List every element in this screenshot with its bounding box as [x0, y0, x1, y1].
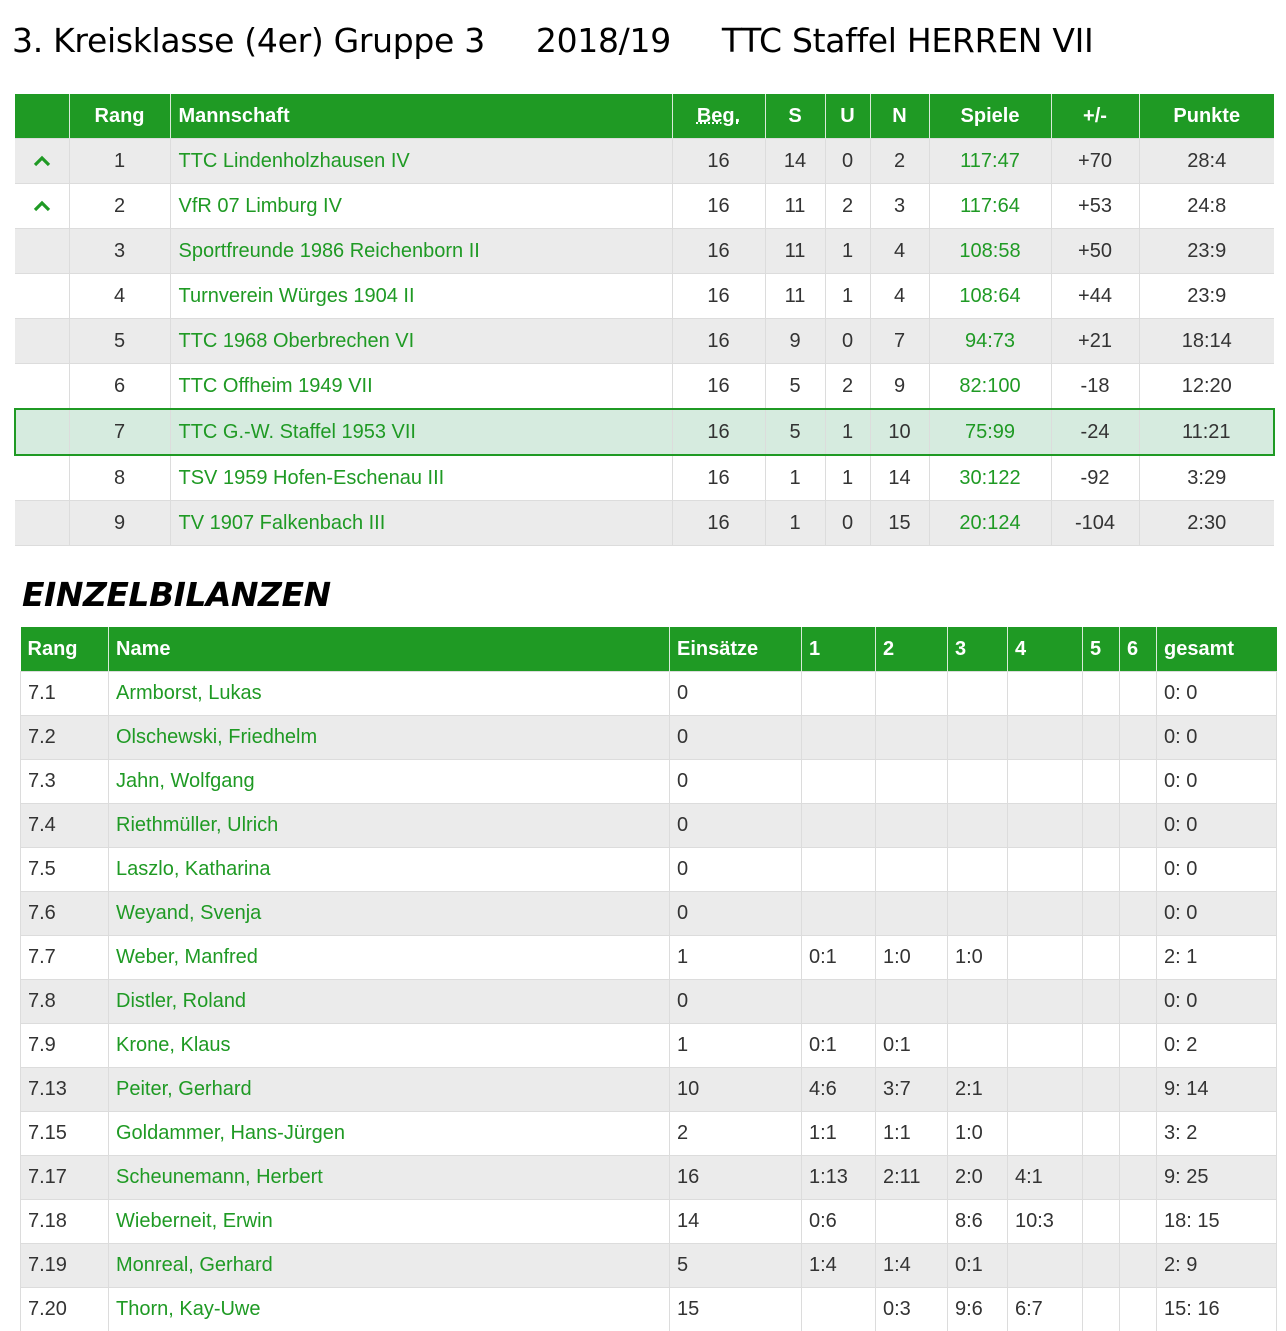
team-link[interactable]: VfR 07 Limburg IV: [170, 184, 672, 229]
col-einsaetze[interactable]: Einsätze: [670, 627, 802, 672]
einsaetze-cell: 0: [670, 980, 802, 1024]
pos-6-cell: [1120, 892, 1157, 936]
table-row: [15, 274, 1274, 319]
gesamt-cell: 9: 14: [1157, 1068, 1277, 1112]
col-u[interactable]: U: [825, 94, 870, 139]
einsaetze-cell: 2: [670, 1112, 802, 1156]
standings-header-row: [15, 94, 1274, 139]
einzel-header-row: [21, 627, 1277, 672]
table-row: [21, 804, 1277, 848]
table-row: [15, 229, 1274, 274]
table-row: [21, 980, 1277, 1024]
pos-3-cell: [948, 892, 1008, 936]
pos-4-cell: [1008, 804, 1083, 848]
diff-cell: -24: [1051, 409, 1139, 455]
pos-2-cell: 0:1: [876, 1024, 948, 1068]
pos-1-cell: 1:4: [802, 1244, 876, 1288]
col-gesamt[interactable]: gesamt: [1157, 627, 1277, 672]
rang-cell: 7.5: [21, 848, 109, 892]
pos-5-cell: [1083, 1112, 1120, 1156]
pos-1-cell: 0:1: [802, 936, 876, 980]
einzelbilanzen-table: [20, 627, 1277, 1331]
diff-cell: -92: [1051, 455, 1139, 501]
gesamt-cell: 3: 2: [1157, 1112, 1277, 1156]
team-link[interactable]: Turnverein Würges 1904 II: [170, 274, 672, 319]
u-cell: 1: [825, 409, 870, 455]
rang-cell: 7.7: [21, 936, 109, 980]
n-cell: 2: [870, 139, 929, 184]
col-s[interactable]: S: [765, 94, 825, 139]
rang-cell: 7.1: [21, 672, 109, 716]
pos-6-cell: [1120, 716, 1157, 760]
team-link[interactable]: TTC Offheim 1949 VII: [170, 364, 672, 410]
spiele-cell[interactable]: 82:100: [929, 364, 1051, 410]
pos-1-cell: [802, 672, 876, 716]
s-cell: 1: [765, 501, 825, 546]
trend-cell: [15, 455, 69, 501]
player-name-link[interactable]: Armborst, Lukas: [109, 672, 670, 716]
pos-6-cell: [1120, 1068, 1157, 1112]
pos-5-cell: [1083, 1200, 1120, 1244]
pos-1-cell: 1:1: [802, 1112, 876, 1156]
table-row-own-team: [15, 409, 1274, 455]
trend-cell: [15, 501, 69, 546]
spiele-cell[interactable]: 30:122: [929, 455, 1051, 501]
rang-cell: 7.2: [21, 716, 109, 760]
pos-3-cell: [948, 1024, 1008, 1068]
rang-cell: 8: [69, 455, 170, 501]
col-rang[interactable]: Rang: [21, 627, 109, 672]
pos-1-cell: [802, 760, 876, 804]
player-name-link[interactable]: Goldammer, Hans-Jürgen: [109, 1112, 670, 1156]
diff-cell: -104: [1051, 501, 1139, 546]
n-cell: 10: [870, 409, 929, 455]
trend-cell: [15, 319, 69, 364]
trend-cell: [15, 139, 69, 184]
pos-6-cell: [1120, 980, 1157, 1024]
spiele-cell[interactable]: 108:64: [929, 274, 1051, 319]
pos-4-cell: 4:1: [1008, 1156, 1083, 1200]
pos-6-cell: [1120, 1200, 1157, 1244]
rang-cell: 7.18: [21, 1200, 109, 1244]
beg-cell: 16: [672, 409, 765, 455]
player-name-link[interactable]: Olschewski, Friedhelm: [109, 716, 670, 760]
table-row: [21, 1288, 1277, 1331]
pos-2-cell: [876, 980, 948, 1024]
pos-5-cell: [1083, 672, 1120, 716]
gesamt-cell: 0: 0: [1157, 804, 1277, 848]
pos-4-cell: [1008, 936, 1083, 980]
col-pos-3[interactable]: 3: [948, 627, 1008, 672]
spiele-cell[interactable]: 117:47: [929, 139, 1051, 184]
rang-cell: 4: [69, 274, 170, 319]
punkte-cell: 12:20: [1139, 364, 1274, 410]
pos-3-cell: [948, 760, 1008, 804]
pos-5-cell: [1083, 1288, 1120, 1331]
table-row: [21, 1244, 1277, 1288]
rang-cell: 7.8: [21, 980, 109, 1024]
pos-5-cell: [1083, 848, 1120, 892]
trend-cell: [15, 229, 69, 274]
pos-4-cell: [1008, 716, 1083, 760]
n-cell: 7: [870, 319, 929, 364]
table-row: [15, 319, 1274, 364]
pos-3-cell: [948, 672, 1008, 716]
pos-2-cell: [876, 1200, 948, 1244]
pos-2-cell: [876, 672, 948, 716]
col-trend: [15, 94, 69, 139]
rang-cell: 7.20: [21, 1288, 109, 1331]
n-cell: 9: [870, 364, 929, 410]
table-row: [21, 848, 1277, 892]
col-punkte[interactable]: Punkte: [1139, 94, 1274, 139]
rang-cell: 7.6: [21, 892, 109, 936]
pos-6-cell: [1120, 1288, 1157, 1331]
pos-3-cell: 2:0: [948, 1156, 1008, 1200]
pos-1-cell: 4:6: [802, 1068, 876, 1112]
rang-cell: 9: [69, 501, 170, 546]
pos-5-cell: [1083, 1156, 1120, 1200]
pos-6-cell: [1120, 848, 1157, 892]
diff-cell: +53: [1051, 184, 1139, 229]
col-beg[interactable]: [672, 94, 765, 139]
pos-4-cell: [1008, 1244, 1083, 1288]
pos-1-cell: [802, 804, 876, 848]
gesamt-cell: 0: 0: [1157, 760, 1277, 804]
gesamt-cell: 2: 9: [1157, 1244, 1277, 1288]
pos-1-cell: [802, 980, 876, 1024]
rang-cell: 7.3: [21, 760, 109, 804]
beg-cell: 16: [672, 501, 765, 546]
pos-3-cell: [948, 804, 1008, 848]
diff-cell: +21: [1051, 319, 1139, 364]
pos-1-cell: 0:1: [802, 1024, 876, 1068]
table-row: [15, 501, 1274, 546]
pos-4-cell: 6:7: [1008, 1288, 1083, 1331]
pos-1-cell: [802, 1288, 876, 1331]
player-name-link[interactable]: Weyand, Svenja: [109, 892, 670, 936]
player-name-link[interactable]: Laszlo, Katharina: [109, 848, 670, 892]
s-cell: 14: [765, 139, 825, 184]
standings-table: [14, 94, 1275, 546]
trend-cell: [15, 184, 69, 229]
pos-6-cell: [1120, 1244, 1157, 1288]
pos-2-cell: 2:11: [876, 1156, 948, 1200]
col-spiele[interactable]: Spiele: [929, 94, 1051, 139]
diff-cell: +50: [1051, 229, 1139, 274]
einsaetze-cell: 15: [670, 1288, 802, 1331]
pos-4-cell: [1008, 892, 1083, 936]
einsaetze-cell: 1: [670, 1024, 802, 1068]
n-cell: 4: [870, 274, 929, 319]
table-row: [21, 760, 1277, 804]
pos-2-cell: 3:7: [876, 1068, 948, 1112]
gesamt-cell: 0: 0: [1157, 672, 1277, 716]
u-cell: 0: [825, 501, 870, 546]
pos-5-cell: [1083, 1244, 1120, 1288]
pos-3-cell: [948, 980, 1008, 1024]
pos-4-cell: [1008, 760, 1083, 804]
pos-3-cell: [948, 716, 1008, 760]
pos-4-cell: [1008, 1024, 1083, 1068]
u-cell: 0: [825, 139, 870, 184]
pos-5-cell: [1083, 716, 1120, 760]
pos-1-cell: [802, 716, 876, 760]
pos-2-cell: 0:3: [876, 1288, 948, 1331]
player-name-link[interactable]: Monreal, Gerhard: [109, 1244, 670, 1288]
col-pos-5[interactable]: 5: [1083, 627, 1120, 672]
col-mannschaft[interactable]: Mannschaft: [170, 94, 672, 139]
pos-6-cell: [1120, 804, 1157, 848]
table-row: [15, 139, 1274, 184]
col-pos-6[interactable]: 6: [1120, 627, 1157, 672]
gesamt-cell: 0: 0: [1157, 848, 1277, 892]
beg-cell: 16: [672, 229, 765, 274]
gesamt-cell: 9: 25: [1157, 1156, 1277, 1200]
spiele-cell[interactable]: 108:58: [929, 229, 1051, 274]
rang-cell: 1: [69, 139, 170, 184]
table-row: [15, 184, 1274, 229]
table-row: [21, 672, 1277, 716]
player-name-link[interactable]: Weber, Manfred: [109, 936, 670, 980]
n-cell: 4: [870, 229, 929, 274]
gesamt-cell: 0: 0: [1157, 892, 1277, 936]
pos-4-cell: [1008, 1068, 1083, 1112]
rang-cell: 7.13: [21, 1068, 109, 1112]
diff-cell: +44: [1051, 274, 1139, 319]
pos-4-cell: [1008, 1112, 1083, 1156]
einsaetze-cell: 0: [670, 716, 802, 760]
table-row: [21, 1200, 1277, 1244]
player-name-link[interactable]: Wieberneit, Erwin: [109, 1200, 670, 1244]
table-row: [21, 1112, 1277, 1156]
diff-cell: +70: [1051, 139, 1139, 184]
punkte-cell: 3:29: [1139, 455, 1274, 501]
s-cell: 1: [765, 455, 825, 501]
spiele-cell[interactable]: 75:99: [929, 409, 1051, 455]
pos-2-cell: 1:0: [876, 936, 948, 980]
pos-4-cell: [1008, 980, 1083, 1024]
table-row: [21, 1024, 1277, 1068]
spiele-cell[interactable]: 20:124: [929, 501, 1051, 546]
s-cell: 9: [765, 319, 825, 364]
team-link[interactable]: TV 1907 Falkenbach III: [170, 501, 672, 546]
pos-5-cell: [1083, 936, 1120, 980]
team-link[interactable]: TTC 1968 Oberbrechen VI: [170, 319, 672, 364]
gesamt-cell: 15: 16: [1157, 1288, 1277, 1331]
s-cell: 5: [765, 409, 825, 455]
pos-3-cell: 9:6: [948, 1288, 1008, 1331]
s-cell: 5: [765, 364, 825, 410]
chevron-up-icon: [33, 155, 51, 167]
pos-5-cell: [1083, 760, 1120, 804]
einsaetze-cell: 0: [670, 892, 802, 936]
pos-6-cell: [1120, 760, 1157, 804]
s-cell: 11: [765, 274, 825, 319]
pos-4-cell: [1008, 848, 1083, 892]
punkte-cell: 23:9: [1139, 274, 1274, 319]
col-name[interactable]: Name: [109, 627, 670, 672]
pos-1-cell: 0:6: [802, 1200, 876, 1244]
player-name-link[interactable]: Peiter, Gerhard: [109, 1068, 670, 1112]
pos-3-cell: 2:1: [948, 1068, 1008, 1112]
s-cell: 11: [765, 184, 825, 229]
gesamt-cell: 18: 15: [1157, 1200, 1277, 1244]
col-rang[interactable]: Rang: [69, 94, 170, 139]
rang-cell: 7.9: [21, 1024, 109, 1068]
pos-3-cell: 1:0: [948, 1112, 1008, 1156]
pos-5-cell: [1083, 1068, 1120, 1112]
u-cell: 2: [825, 364, 870, 410]
table-row: [21, 1156, 1277, 1200]
u-cell: 1: [825, 455, 870, 501]
pos-6-cell: [1120, 1112, 1157, 1156]
player-name-link[interactable]: Distler, Roland: [109, 980, 670, 1024]
einsaetze-cell: 14: [670, 1200, 802, 1244]
n-cell: 3: [870, 184, 929, 229]
pos-3-cell: 1:0: [948, 936, 1008, 980]
rang-cell: 7.4: [21, 804, 109, 848]
pos-5-cell: [1083, 804, 1120, 848]
punkte-cell: 24:8: [1139, 184, 1274, 229]
gesamt-cell: 0: 0: [1157, 716, 1277, 760]
player-name-link[interactable]: Krone, Klaus: [109, 1024, 670, 1068]
pos-2-cell: [876, 892, 948, 936]
gesamt-cell: 0: 0: [1157, 980, 1277, 1024]
pos-2-cell: 1:4: [876, 1244, 948, 1288]
u-cell: 2: [825, 184, 870, 229]
einsaetze-cell: 0: [670, 848, 802, 892]
pos-5-cell: [1083, 980, 1120, 1024]
rang-cell: 6: [69, 364, 170, 410]
beg-cell: 16: [672, 455, 765, 501]
pos-1-cell: [802, 892, 876, 936]
rang-cell: 7.17: [21, 1156, 109, 1200]
col-n[interactable]: N: [870, 94, 929, 139]
player-name-link[interactable]: Riethmüller, Ulrich: [109, 804, 670, 848]
punkte-cell: 11:21: [1139, 409, 1274, 455]
punkte-cell: 28:4: [1139, 139, 1274, 184]
player-name-link[interactable]: Scheunemann, Herbert: [109, 1156, 670, 1200]
col-diff[interactable]: +/-: [1051, 94, 1139, 139]
pos-2-cell: 1:1: [876, 1112, 948, 1156]
pos-5-cell: [1083, 1024, 1120, 1068]
player-name-link[interactable]: Thorn, Kay-Uwe: [109, 1288, 670, 1331]
einsaetze-cell: 10: [670, 1068, 802, 1112]
u-cell: 1: [825, 229, 870, 274]
player-name-link[interactable]: Jahn, Wolfgang: [109, 760, 670, 804]
pos-2-cell: [876, 804, 948, 848]
table-row: [21, 1068, 1277, 1112]
trend-cell: [15, 274, 69, 319]
team-link[interactable]: TTC Lindenholzhausen IV: [170, 139, 672, 184]
diff-cell: -18: [1051, 364, 1139, 410]
pos-1-cell: [802, 848, 876, 892]
einsaetze-cell: 0: [670, 672, 802, 716]
einsaetze-cell: 0: [670, 760, 802, 804]
beg-cell: 16: [672, 274, 765, 319]
einsaetze-cell: 5: [670, 1244, 802, 1288]
table-row: [15, 455, 1274, 501]
u-cell: 0: [825, 319, 870, 364]
pos-5-cell: [1083, 892, 1120, 936]
rang-cell: 5: [69, 319, 170, 364]
n-cell: 14: [870, 455, 929, 501]
beg-cell: 16: [672, 364, 765, 410]
pos-2-cell: [876, 760, 948, 804]
pos-6-cell: [1120, 672, 1157, 716]
einsaetze-cell: 0: [670, 804, 802, 848]
pos-6-cell: [1120, 1024, 1157, 1068]
spiele-cell[interactable]: 117:64: [929, 184, 1051, 229]
n-cell: 15: [870, 501, 929, 546]
table-row: [15, 364, 1274, 410]
pos-2-cell: [876, 716, 948, 760]
trend-cell: [15, 409, 69, 455]
rang-cell: 3: [69, 229, 170, 274]
gesamt-cell: 0: 2: [1157, 1024, 1277, 1068]
einsaetze-cell: 16: [670, 1156, 802, 1200]
pos-1-cell: 1:13: [802, 1156, 876, 1200]
team-link[interactable]: TSV 1959 Hofen-Eschenau III: [170, 455, 672, 501]
pos-2-cell: [876, 848, 948, 892]
rang-cell: 7.15: [21, 1112, 109, 1156]
pos-3-cell: 0:1: [948, 1244, 1008, 1288]
team-link[interactable]: TTC G.-W. Staffel 1953 VII: [170, 409, 672, 455]
pos-6-cell: [1120, 1156, 1157, 1200]
pos-4-cell: 10:3: [1008, 1200, 1083, 1244]
pos-3-cell: [948, 848, 1008, 892]
table-row: [21, 716, 1277, 760]
table-row: [21, 936, 1277, 980]
punkte-cell: 2:30: [1139, 501, 1274, 546]
pos-6-cell: [1120, 936, 1157, 980]
rang-cell: 2: [69, 184, 170, 229]
rang-cell: 7.19: [21, 1244, 109, 1288]
page-title: 3. Kreisklasse (4er) Gruppe 3 2018/19 TTC Staffel HERREN VII: [12, 18, 1093, 64]
chevron-up-icon: [33, 200, 51, 212]
col-beg-label: Beg.: [697, 105, 740, 127]
beg-cell: 16: [672, 139, 765, 184]
einsaetze-cell: 1: [670, 936, 802, 980]
pos-4-cell: [1008, 672, 1083, 716]
col-pos-4[interactable]: 4: [1008, 627, 1083, 672]
rang-cell: 7: [69, 409, 170, 455]
pos-3-cell: 8:6: [948, 1200, 1008, 1244]
col-pos-2[interactable]: 2: [876, 627, 948, 672]
spiele-cell[interactable]: 94:73: [929, 319, 1051, 364]
gesamt-cell: 2: 1: [1157, 936, 1277, 980]
beg-cell: 16: [672, 184, 765, 229]
punkte-cell: 23:9: [1139, 229, 1274, 274]
beg-cell: 16: [672, 319, 765, 364]
s-cell: 11: [765, 229, 825, 274]
einzelbilanzen-title: EINZELBILANZEN: [22, 574, 331, 616]
col-pos-1[interactable]: 1: [802, 627, 876, 672]
table-row: [21, 892, 1277, 936]
punkte-cell: 18:14: [1139, 319, 1274, 364]
trend-cell: [15, 364, 69, 410]
team-link[interactable]: Sportfreunde 1986 Reichenborn II: [170, 229, 672, 274]
u-cell: 1: [825, 274, 870, 319]
